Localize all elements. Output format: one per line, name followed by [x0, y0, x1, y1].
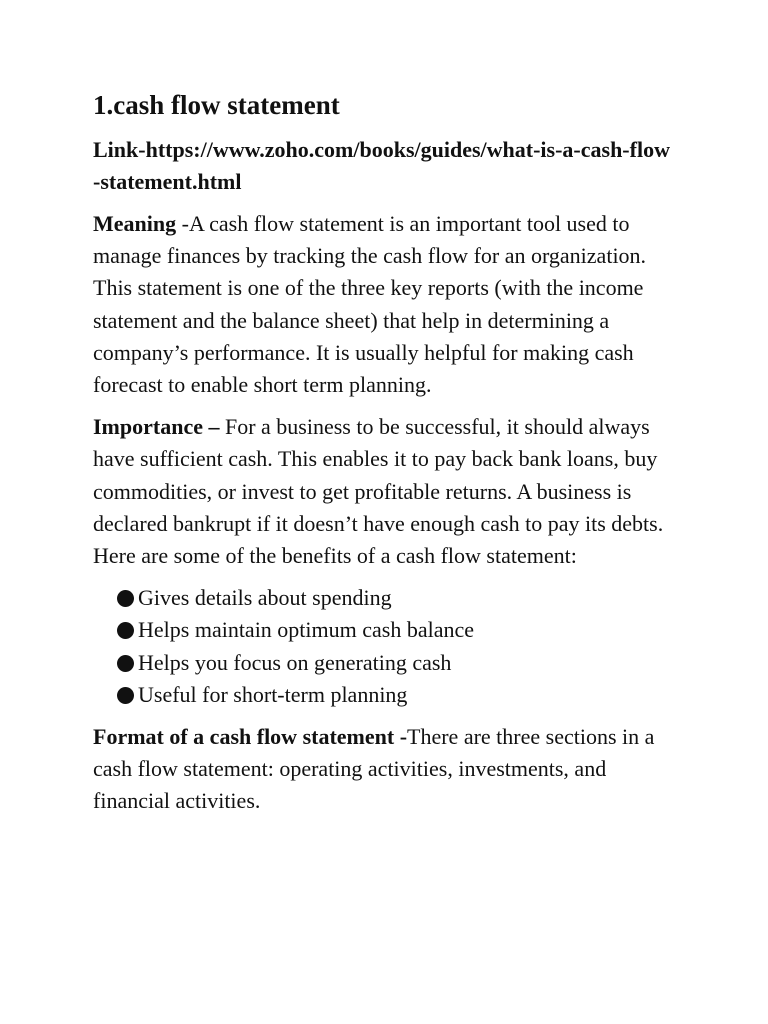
document-title: 1.cash flow statement	[93, 90, 340, 120]
meaning-text: -A cash flow statement is an important tool used to manage finances by tracking the cash flow for an organization. This statement is one of the three key reports (with the income statement and the balance sheet) that help in determining a company’s performance. It is usually helpful for making cash forecast to enable short term planning.	[93, 211, 647, 398]
bullet-icon	[117, 655, 134, 672]
importance-label: Importance –	[93, 414, 220, 440]
format-paragraph	[93, 721, 676, 818]
importance-paragraph	[93, 411, 676, 572]
list-item-text: Helps you focus on generating cash	[138, 649, 452, 675]
importance-text: For a business to be successful, it should always have sufficient cash. This enables it to pay back bank loans, buy commodities, or invest to get profitable returns. A business is declared bankrupt if it doesn’t have enough cash to pay its debts. Here are some of the benefits of a cash flow statement:	[93, 414, 664, 569]
benefits-list	[93, 582, 676, 711]
list-item	[117, 582, 676, 614]
list-item-text: Helps maintain optimum cash balance	[138, 617, 475, 643]
bullet-icon	[117, 687, 134, 704]
reference-link: Link-https://www.zoho.com/books/guides/what-is-a-cash-flow-statement.html	[93, 137, 670, 194]
format-label: Format of a cash flow statement -	[93, 724, 408, 750]
list-item	[117, 647, 676, 679]
bullet-icon	[117, 622, 134, 639]
meaning-label: Meaning	[93, 211, 177, 236]
format-text: There are three sections in a cash flow statement: operating activities, investments, and financial activities.	[93, 724, 655, 814]
bullet-icon	[117, 590, 134, 607]
list-item	[117, 679, 676, 711]
list-item-text: Gives details about spending	[138, 585, 392, 611]
list-item	[117, 614, 676, 646]
list-item-text: Useful for short-term planning	[138, 681, 408, 707]
meaning-paragraph	[93, 208, 676, 401]
